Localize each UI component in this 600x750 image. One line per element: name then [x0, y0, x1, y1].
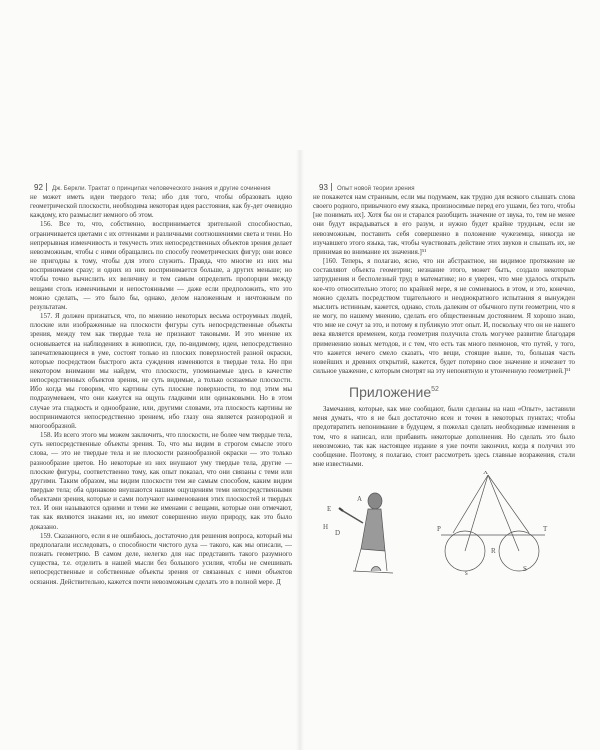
figure-label-h: H — [323, 523, 329, 532]
right-page — [313, 183, 575, 743]
left-page-number: 92 — [34, 183, 43, 192]
figure-label-d: D — [335, 529, 341, 538]
right-header-title: Опыт новой теории зрения — [337, 185, 415, 192]
figure-label-s: S — [523, 565, 527, 574]
right-paragraph-1: не покажется нам странным, если мы подумаем, как трудно для всякого слышать слова своего родного, привычного ему языка, произносимые перед его ушами, без того, чтобы [не понимать их]. Хотя бы он и старался разобщить значение от звука, то, тем не менее они будут вкрадываться в его разум, и нужно будет крайне трудным, если не невозможным, поставить себя совершенно в положение чужеземца, никогда не изучавшего этого языка, так, чтобы чувствовать действие этих звуков и слышать их, не принимая во внимание их значения.]⁵¹ — [313, 193, 575, 256]
left-paragraph-3: 157. Я должен признаться, что, по мнению некоторых весьма остроумных людей, плоские или изображенные на плоскости фигуры суть непосредственные объекты зрения, между тем как твердые тела не признают таковыми. И это мнение их основывается на наблюдениях в живописи, где, по-видимому, идеи, непосредственно запечатлевающиеся в уме, состоят только из плоских поверхностей разной окраски, которые посредством быстрого акта суждения изменяются в твердые тела. Но при некотором внимании мы найдем, что плоскости, упоминаемые здесь в качестве непосредственных объектов зрения, не суть видимые, а только осязаемые плоскости. Ибо когда мы говорим, что картины суть плоские поверхности, то под этим мы подразумеваем, что они кажутся на ощупь гладкими или одинаковыми. Но в этом случае эта гладкость и однообразие, или, другими словами, эта плоскость картины не воспринимаются непосредственно зрением, ибо глазу она является разнородной и многообразной. — [30, 312, 292, 430]
left-paragraph-4: 158. Из всего этого мы можем заключить, что плоскости, не более чем твердые тела, суть непосредственные объекты зрения. То, что мы видим в строгом смысле этого слова, — это не твердые тела и не плоскости разнообразной окраски — это только разнообразие цветов. Но некоторые из них внушают уму твердые тела, другие — плоские фигуры, соответственно тому, как опыт показал, что они связаны с теми или другими. Таким образом, мы видим плоскости тем же самым способом, каким видим твердые тела; оба одинаково внушаются нашим ощущениям теми непосредственными объектами зрения, которые и сами получают наименования этих плоскостей и твердых тел. И они называются одними и теми же именами с вещами, которые они отмечают, так как являются знаками их, но имеют совершенно иную природу, как это было доказано. — [30, 431, 292, 531]
left-paragraph-5: 159. Сказанного, если я не ошибаюсь, достаточно для решения вопроса, который мы предполагали исследовать, о способности чистого духа — такого, как мы описали, — познать геометрию. В самом деле, нелегко для нас представить такого разумного существа, т.е. отделить в нашей мысли без большого усилия, чтобы не смешивать непосредственные и собственные объекты зрения от связанных с ними объектов осязания. Действительно, кажется почти невозможным сделать это в полной мере. Д — [30, 531, 292, 586]
optics-figure-drawing — [313, 471, 575, 591]
appendix-heading — [349, 384, 575, 400]
right-page-body — [313, 193, 575, 591]
eye-diagram — [441, 475, 545, 574]
figure-label-r: R — [491, 547, 496, 556]
optics-figure — [313, 471, 575, 591]
left-paragraph-2: 156. Все то, что, собственно, воспринимается зрительной способностью, ограничивается цветами с их оттенками и различными соотношениями света и тени. Но непрерывная изменчивость и текучесть этих непосредственных объектов зрения делает невозможным, чтобы с ними обращались по способу геометрических фигур; они вовсе не пригодны к тому, чтобы для этого служить. Правда, что многие из них мы воспринимаем сразу; и одних из них воспринимается больше, а других меньше; но чтобы точно вычислить их величину и тем самым определить пропорции между вещами столь изменчивыми и непостоянными — даже если предположить, что это можно сделать, — это было бы, однако, делом наложенным и ничтожным по результатам. — [30, 220, 292, 311]
figure-label-p: P — [437, 525, 441, 534]
figure-label-x: X — [483, 471, 489, 477]
observer-engraving — [339, 493, 393, 573]
appendix-paragraph: Замечания, которые, как мне сообщают, были сделаны на наш «Опыт», заставили меня думать, что я не был достаточно ясен и точен в некоторых пунктах; чтобы предотвратить непонимание в будущем, я пожелал сделать необходимые изменения в том, что я написал, или прибавить некоторые дополнения. Но сделать это было невозможно, так как настоящее издание я уже почти закончил, когда я получил это сообщение. Поэтому, я полагаю, стоит рассмотреть здесь главные возражения, стали мне известными. — [313, 405, 575, 469]
right-page-number: 93 — [319, 183, 328, 192]
appendix-footnote-marker: 52 — [431, 386, 439, 394]
left-page — [30, 183, 292, 743]
figure-label-t: T — [543, 525, 548, 534]
left-page-body — [30, 193, 292, 587]
book-gutter — [296, 150, 304, 750]
right-paragraph-2: [160. Теперь, я полагаю, ясно, что ни абстрактное, ни видимое протяжение не составляют объекта геометрии; незнание этого, может быть, создало некоторые затруднения и бесполезный труд в математике; но я уверен, что мне удалось открыть кое-что относительно этого; по крайней мере, я не сомневаюсь в этом, и это, конечно, можно сделать посредством тщательного и неоднократного испытания я вынужден мыслить истинным, кажется, однако, столь далеким от обычного пути геометрии, что я не могу, по нашему мнению, сделать его общественным достоянием. Я хорошо знаю, что мне не сочут за это, и потому я публикую этот опыт. И, поскольку что он не нашего века является временем, когда геометрия получила столь могучее развитие благодаря применению новых методов, и с тем, что есть так много пенмонов, что путей, у того, что кажется нечего смело сказать, что вещи, стоящие выше, то, большая часть новейших и древних открытий, кажется, будет потеряно свое значение и изчезнет то сильное уважение, с которым смотрят на эту непонятную и утонченную геометрией.]⁵¹ — [313, 257, 575, 375]
appendix-title: Приложение — [349, 384, 432, 401]
figure-label-s-small: s — [465, 569, 468, 578]
figure-label-a: A — [357, 495, 363, 504]
left-paragraph-1: не может иметь идеи твердого тела; ибо для того, чтобы образовать идею геометрической плоскости, необходима некоторая идея расстояния, как бу-дет очевидно каждому, кто размыслит немного об этом. — [30, 193, 292, 220]
figure-label-e: E — [327, 505, 332, 514]
left-header-title: Дж. Беркли. Трактат о принципах человеческого знания и другие сочинения — [52, 185, 271, 192]
